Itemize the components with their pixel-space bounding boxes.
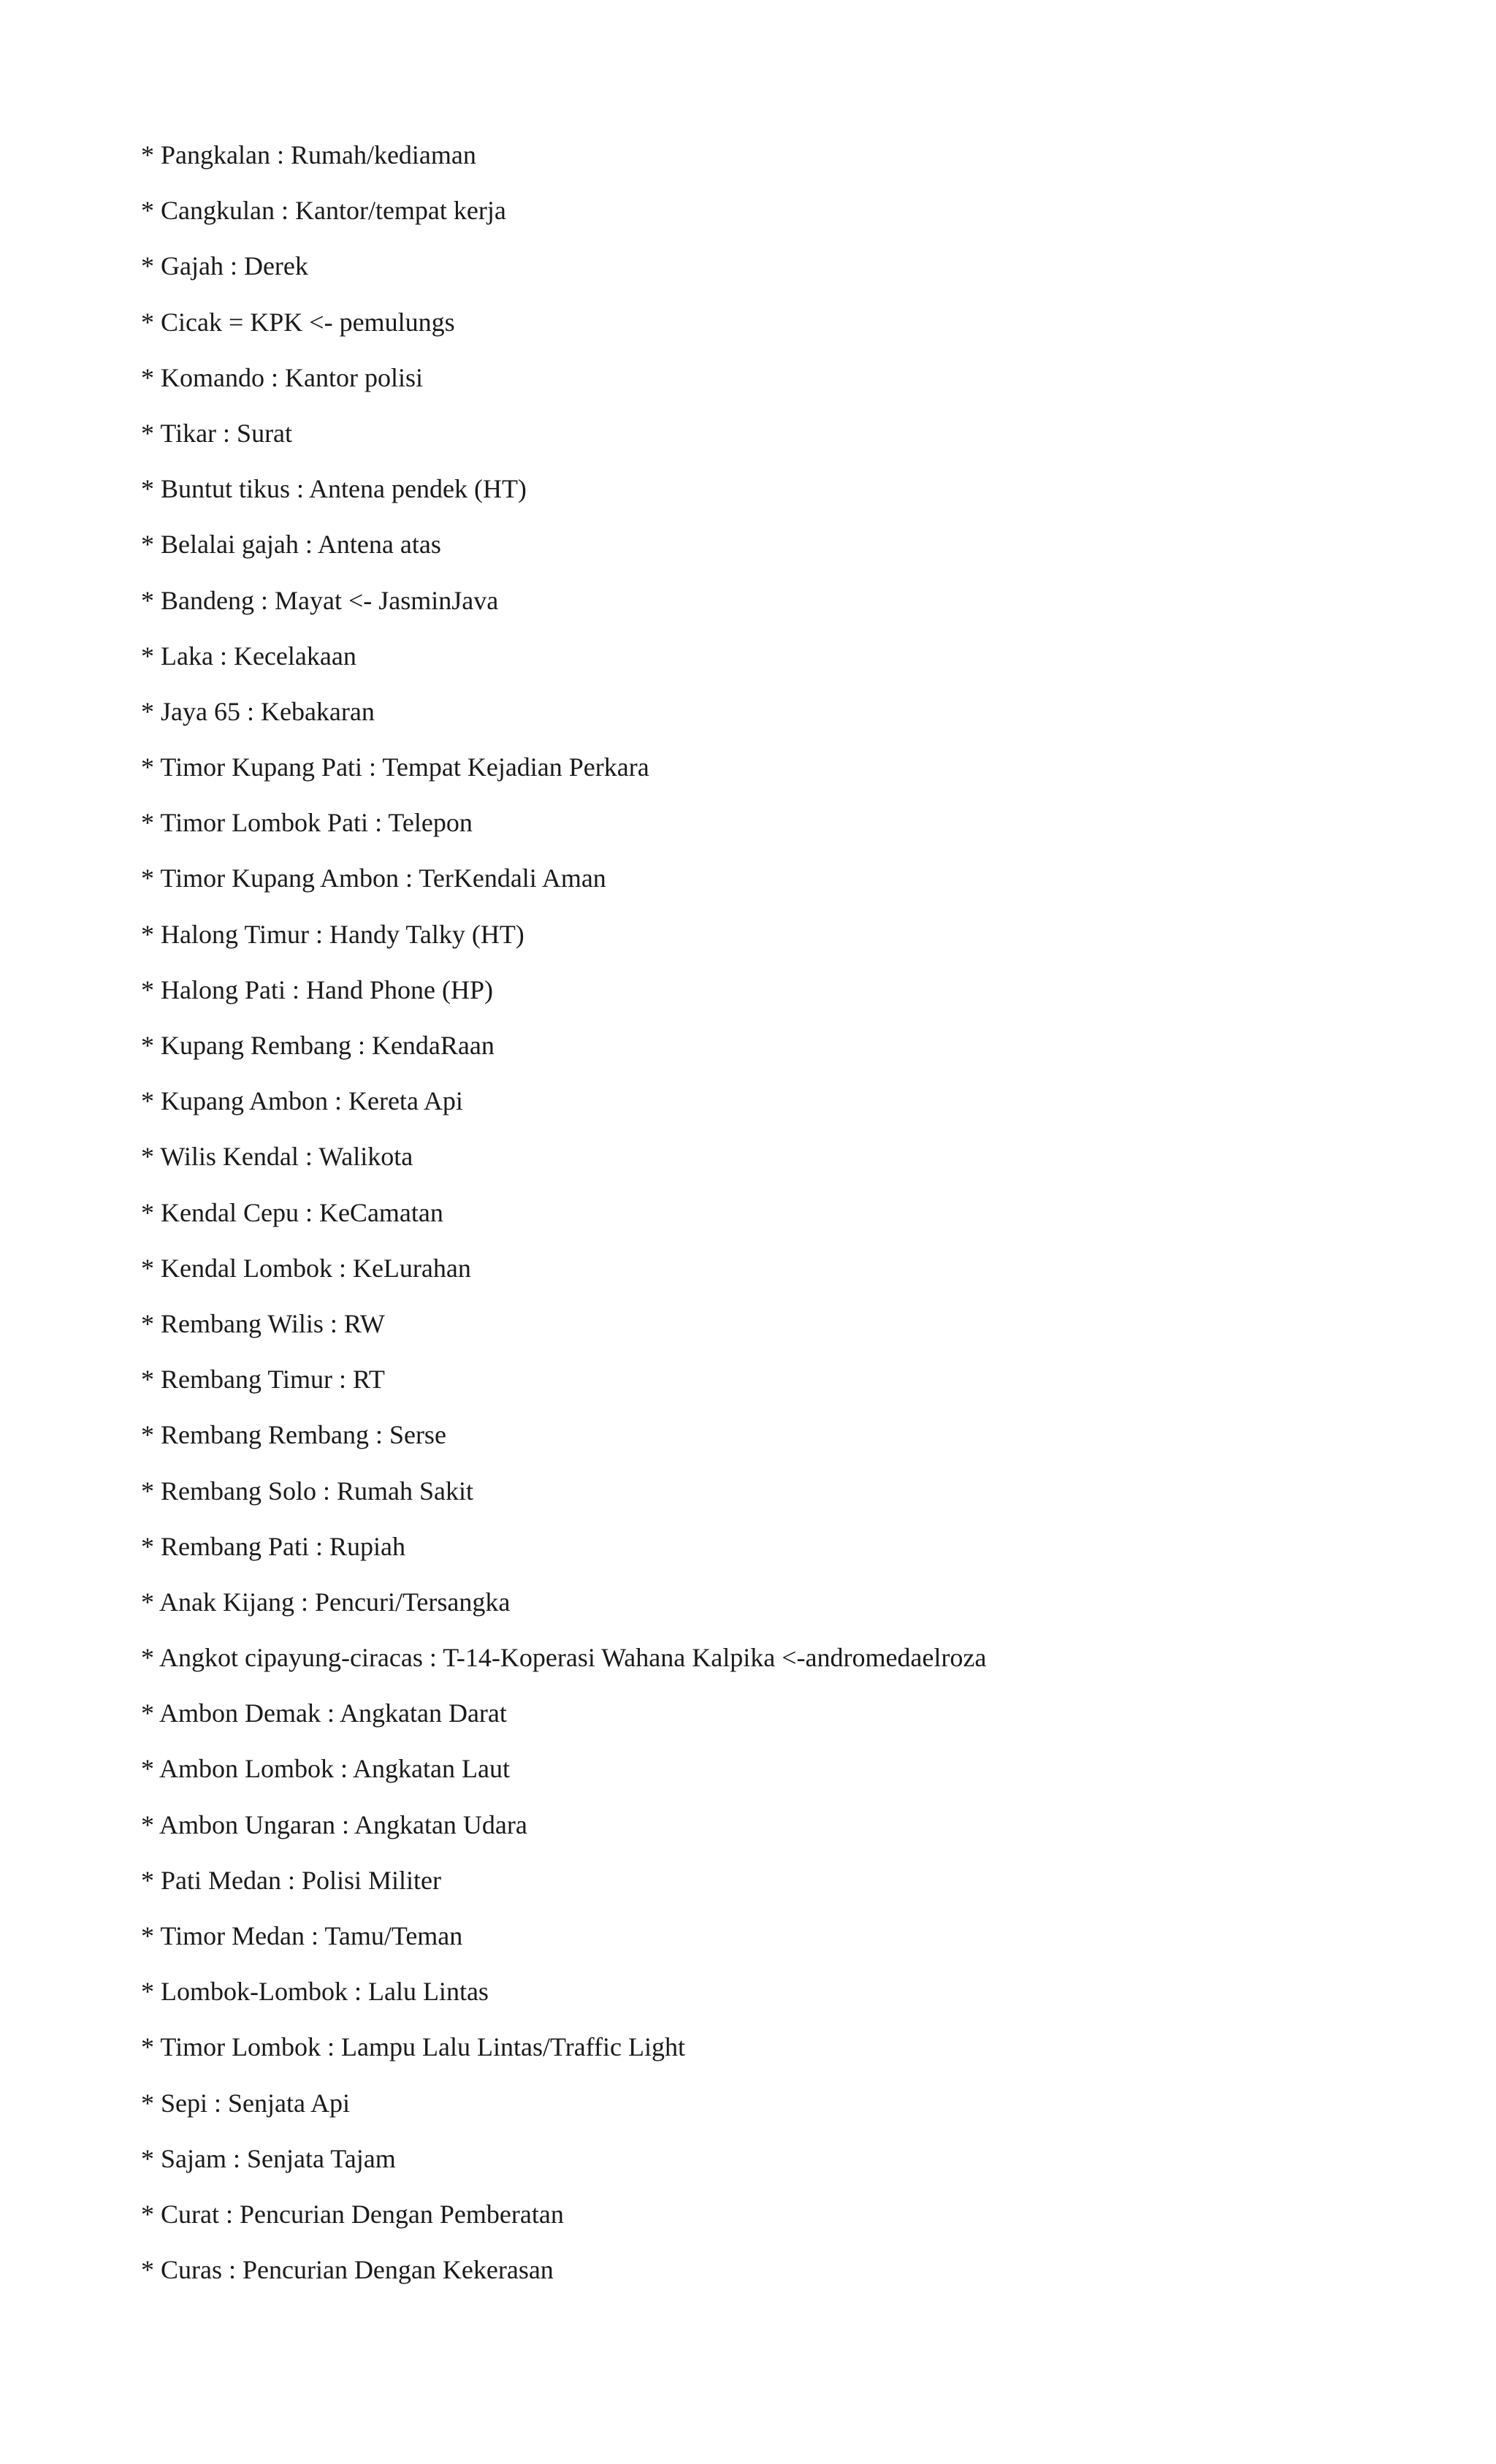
list-item: * Rembang Pati : Rupiah — [141, 1531, 405, 1561]
list-item: * Jaya 65 : Kebakaran — [141, 696, 375, 726]
list-item: * Kupang Ambon : Kereta Api — [141, 1086, 463, 1116]
list-item: * Angkot cipayung-ciracas : T-14-Koperasi Wahana Kalpika <-andromedaelroza — [141, 1643, 987, 1673]
list-item: * Komando : Kantor polisi — [141, 362, 423, 392]
list-item: * Cangkulan : Kantor/tempat kerja — [141, 196, 506, 226]
list-item: * Kupang Rembang : KendaRaan — [141, 1031, 495, 1060]
list-item: * Curas : Pencurian Dengan Kekerasan — [141, 2255, 554, 2285]
list-item: * Kendal Cepu : KeCamatan — [141, 1197, 443, 1227]
list-item: * Belalai gajah : Antena atas — [141, 530, 441, 560]
list-item: * Laka : Kecelakaan — [141, 641, 356, 671]
list-item: * Timor Kupang Pati : Tempat Kejadian Perkara — [141, 752, 649, 782]
list-item: * Bandeng : Mayat <- JasminJava — [141, 585, 499, 615]
list-item: * Ambon Demak : Angkatan Darat — [141, 1698, 507, 1728]
list-item: * Timor Medan : Tamu/Teman — [141, 1921, 463, 1950]
list-item: * Kendal Lombok : KeLurahan — [141, 1253, 471, 1283]
list-item: * Timor Lombok Pati : Telepon — [141, 808, 473, 838]
list-item: * Gajah : Derek — [141, 251, 308, 281]
list-item: * Pati Medan : Polisi Militer — [141, 1865, 441, 1895]
list-item: * Curat : Pencurian Dengan Pemberatan — [141, 2199, 564, 2229]
list-item: * Timor Kupang Ambon : TerKendali Aman — [141, 863, 606, 893]
list-item: * Tikar : Surat — [141, 418, 293, 448]
list-item: * Timor Lombok : Lampu Lalu Lintas/Traffic Light — [141, 2032, 685, 2062]
list-item: * Rembang Solo : Rumah Sakit — [141, 1476, 473, 1506]
list-item: * Halong Pati : Hand Phone (HP) — [141, 974, 493, 1004]
list-item: * Cicak = KPK <- pemulungs — [141, 307, 455, 337]
list-item: * Rembang Timur : RT — [141, 1365, 385, 1395]
list-item: * Rembang Rembang : Serse — [141, 1420, 446, 1450]
list-item: * Buntut tikus : Antena pendek (HT) — [141, 474, 527, 504]
list-item: * Halong Timur : Handy Talky (HT) — [141, 919, 524, 949]
list-item: * Ambon Lombok : Angkatan Laut — [141, 1754, 510, 1784]
list-item: * Wilis Kendal : Walikota — [141, 1142, 413, 1172]
list-item: * Pangkalan : Rumah/kediaman — [141, 140, 476, 169]
list-item: * Lombok-Lombok : Lalu Lintas — [141, 1977, 489, 2007]
glossary-list — [141, 136, 986, 2306]
list-item: * Sajam : Senjata Tajam — [141, 2143, 396, 2173]
list-item: * Rembang Wilis : RW — [141, 1308, 385, 1338]
list-item: * Anak Kijang : Pencuri/Tersangka — [141, 1587, 511, 1617]
list-item: * Sepi : Senjata Api — [141, 2088, 350, 2118]
list-item: * Ambon Ungaran : Angkatan Udara — [141, 1809, 527, 1839]
